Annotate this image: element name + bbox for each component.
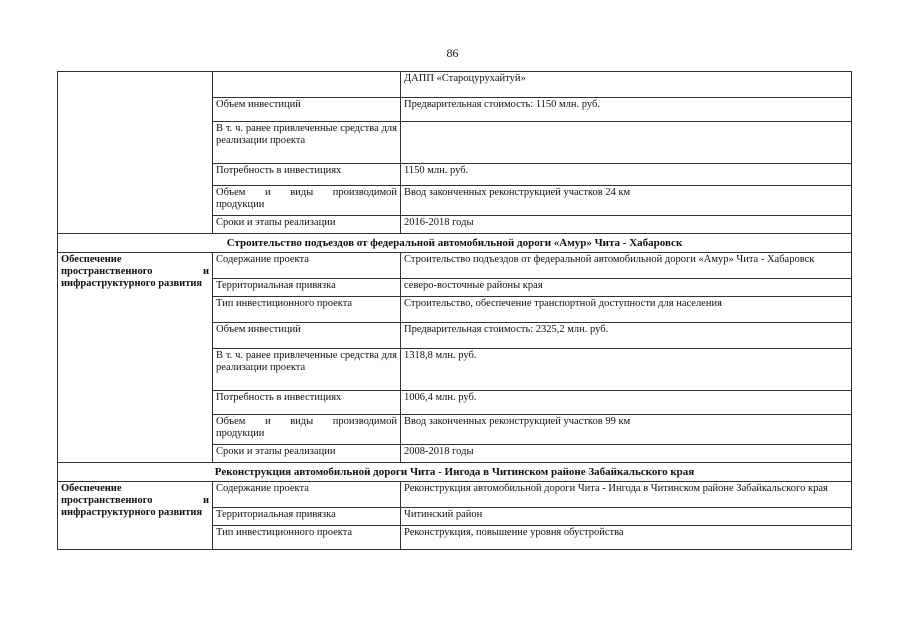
row-label: Объем инвестиций xyxy=(213,98,401,122)
row-label: Объем и виды производимой продукции xyxy=(213,415,401,445)
page-number: 86 xyxy=(446,46,459,60)
investment-projects-table xyxy=(57,71,852,550)
row-value: ДАПП «Староцурухайтуй» xyxy=(401,72,852,98)
row-value: 1150 млн. руб. xyxy=(401,164,852,186)
row-value: Строительство подъездов от федеральной автомобильной дороги «Амур» Чита - Хабаровск xyxy=(401,253,852,279)
row-value: 1006,4 млн. руб. xyxy=(401,391,852,415)
row-value: Предварительная стоимость: 1150 млн. руб. xyxy=(401,98,852,122)
row-label: Сроки и этапы реализации xyxy=(213,445,401,463)
row-label xyxy=(213,72,401,98)
row-value: Ввод законченных реконструкцией участков 24 км xyxy=(401,186,852,216)
row-label: В т. ч. ранее привлеченные средства для реализации проекта xyxy=(213,122,401,164)
row-value: Читинский район xyxy=(401,508,852,526)
category-cell: Обеспечение пространственного и инфраструктурного развития xyxy=(58,482,213,550)
row-value: 1318,8 млн. руб. xyxy=(401,349,852,391)
row-value: северо-восточные районы края xyxy=(401,279,852,297)
category-cell: Обеспечение пространственного и инфраструктурного развития xyxy=(58,253,213,463)
row-value: Реконструкция, повышение уровня обустройства xyxy=(401,526,852,550)
row-label: Содержание проекта xyxy=(213,253,401,279)
section-header xyxy=(58,234,852,253)
row-label: Сроки и этапы реализации xyxy=(213,216,401,234)
row-value: Реконструкция автомобильной дороги Чита - Ингода в Читинском районе Забайкальского края xyxy=(401,482,852,508)
row-label: Тип инвестиционного проекта xyxy=(213,297,401,323)
section-title: Реконструкция автомобильной дороги Чита - Ингода в Читинском районе Забайкальского края xyxy=(58,463,852,482)
row-label: В т. ч. ранее привлеченные средства для реализации проекта xyxy=(213,349,401,391)
row-value: 2008-2018 годы xyxy=(401,445,852,463)
row-value: Ввод законченных реконструкцией участков 99 км xyxy=(401,415,852,445)
row-label: Содержание проекта xyxy=(213,482,401,508)
table-row xyxy=(58,253,852,279)
row-value xyxy=(401,122,852,164)
row-label: Объем инвестиций xyxy=(213,323,401,349)
row-label: Потребность в инвестициях xyxy=(213,164,401,186)
row-value: Строительство, обеспечение транспортной доступности для населения xyxy=(401,297,852,323)
table-row xyxy=(58,72,852,98)
table-row xyxy=(58,482,852,508)
row-label: Территориальная привязка xyxy=(213,508,401,526)
section-header xyxy=(58,463,852,482)
row-label: Тип инвестиционного проекта xyxy=(213,526,401,550)
row-label: Потребность в инвестициях xyxy=(213,391,401,415)
category-cell xyxy=(58,72,213,234)
section-title: Строительство подъездов от федеральной автомобильной дороги «Амур» Чита - Хабаровск xyxy=(58,234,852,253)
row-label: Территориальная привязка xyxy=(213,279,401,297)
row-label: Объем и виды производимой продукции xyxy=(213,186,401,216)
row-value: 2016-2018 годы xyxy=(401,216,852,234)
row-value: Предварительная стоимость: 2325,2 млн. руб. xyxy=(401,323,852,349)
